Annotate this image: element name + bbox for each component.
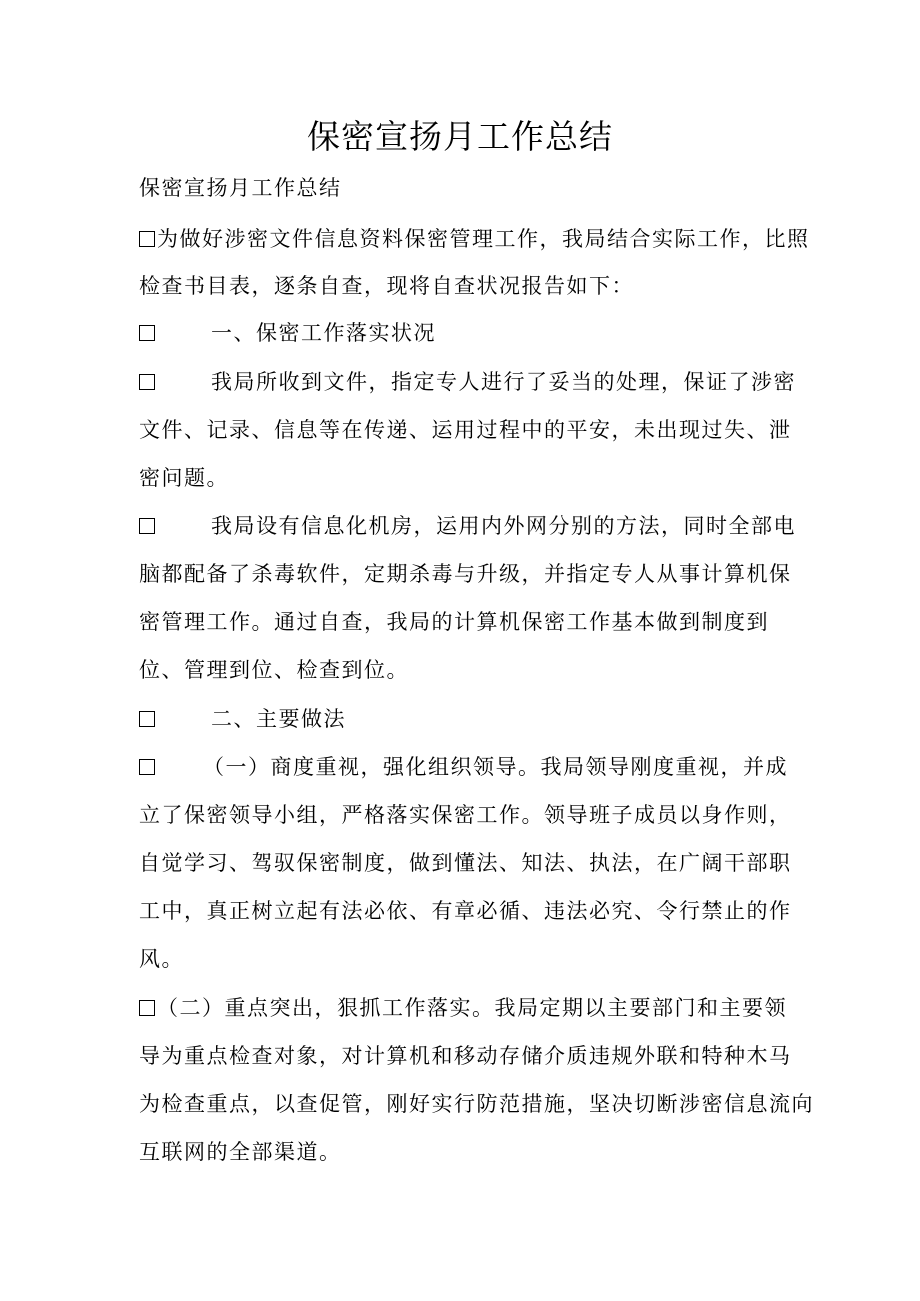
line-text: 我局所收到文件，指定专人进行了妥当的处理，保证了涉密 [211,370,796,394]
document-title: 保密宣扬月工作总结 [307,117,613,156]
section-heading [139,318,436,348]
paragraph-line [139,511,796,541]
line-text: 我局设有信息化机房，运用内外网分别的方法，同时全部电 [211,514,796,538]
paragraph-line: 导为重点检查对象，对计算机和移动存储介质违规外联和特种木马 [139,1044,792,1068]
paragraph-line [139,752,788,782]
section-heading [139,704,346,734]
paragraph-line: 密问题。 [139,466,229,490]
checkbox-glyph [139,518,155,534]
checkbox-glyph [139,231,155,247]
paragraph-line: 脑都配备了杀毒软件，定期杀毒与升级，并指定专人从事计算机保 [139,562,792,586]
paragraph-line: 文件、记录、信息等在传递、运用过程中的平安，未出现过失、泄 [139,418,792,442]
paragraph-line: 自觉学习、驾驭保密制度，做到懂法、知法、执法，在广阔干部职 [139,851,792,875]
line-text: （一）商度重视，强化组织领导。我局领导刚度重视，并成 [203,755,788,779]
paragraph-line: 密管理工作。通过自查，我局的计算机保密工作基本做到制度到 [139,610,769,634]
paragraph-line: 互联网的全部渠道。 [139,1140,342,1164]
line-text: 一、保密工作落实状况 [211,321,436,345]
paragraph-line [139,367,796,397]
line-text: 为做好涉密文件信息资料保密管理工作，我局结合实际工作，比照 [157,227,810,251]
paragraph-line [139,993,787,1023]
line-text: 二、主要做法 [211,707,346,731]
checkbox-glyph [139,759,155,775]
checkbox-glyph [139,374,155,390]
paragraph-line: 为检查重点，以查促管，刚好实行防范措施，坚决切断涉密信息流向 [139,1092,814,1116]
paragraph-line: 立了保密领导小组，严格落实保密工作。领导班子成员以身作则， [139,803,792,827]
paragraph-line: 风。 [139,947,184,971]
checkbox-glyph [139,711,155,727]
paragraph-line: 位、管理到位、检查到位。 [139,658,409,682]
document-subtitle: 保密宣扬月工作总结 [139,176,342,200]
line-text: （二）重点突出，狠抓工作落实。我局定期以主要部门和主要领 [157,996,787,1020]
paragraph-line [139,224,810,254]
checkbox-glyph [139,325,155,341]
paragraph-line: 检查书目表，逐条自查，现将自查状况报告如下： [139,274,634,298]
checkbox-glyph [139,1000,155,1016]
paragraph-line: 工中，真正树立起有法必依、有章必循、违法必究、令行禁止的作 [139,899,792,923]
